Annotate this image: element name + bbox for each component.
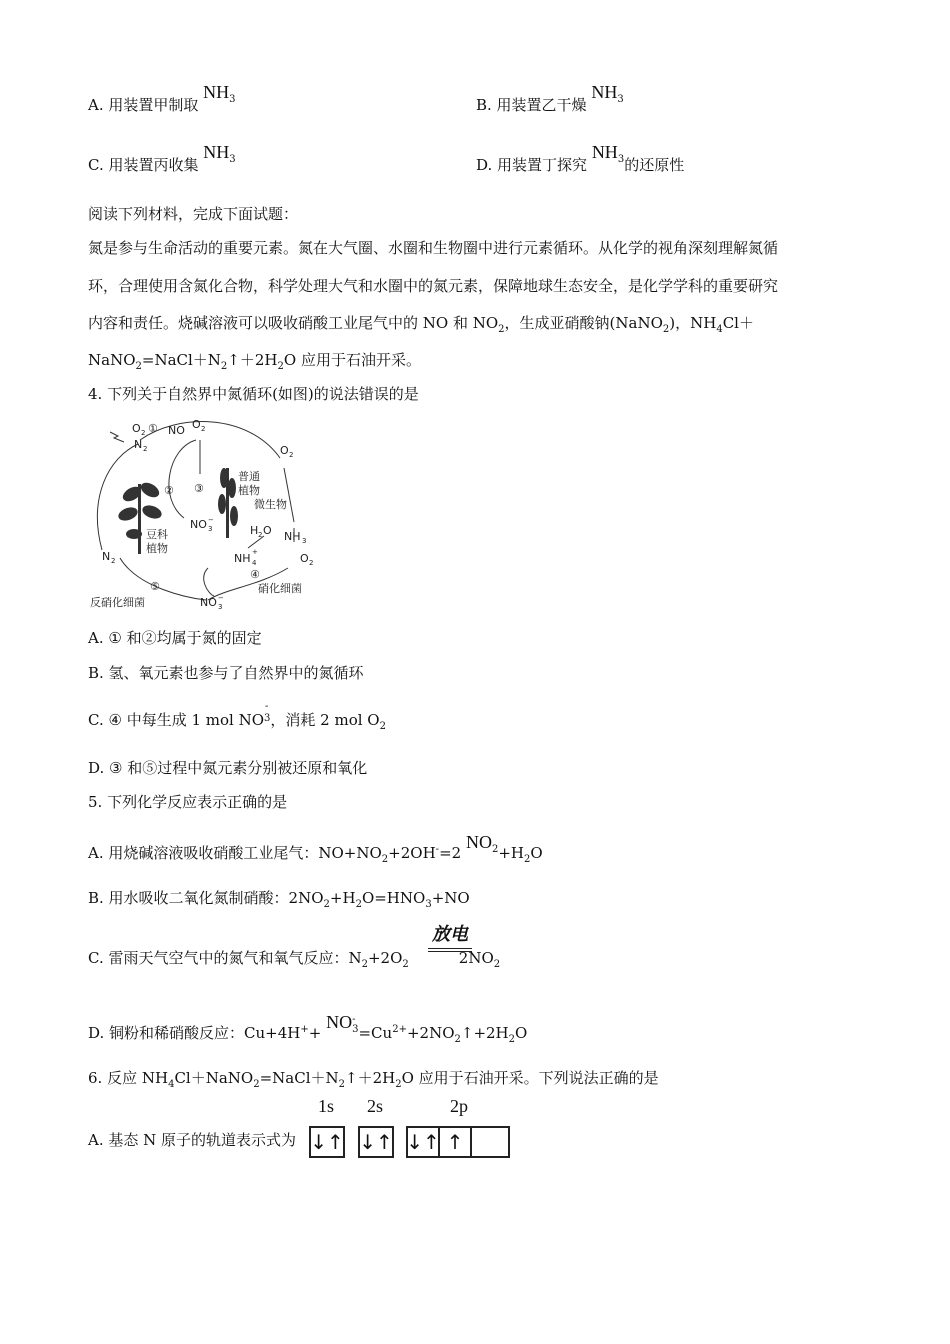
reading-intro: 阅读下列材料，完成下面试题： [88, 205, 299, 223]
label-sub: 2 [111, 557, 116, 565]
label-ordinary-plant: 植物 [238, 484, 260, 497]
text: =NaCl＋N [259, 1069, 339, 1087]
label-sub: 2 [141, 429, 146, 437]
sup: - [352, 1014, 356, 1025]
reading-paragraph-line-4 [88, 350, 421, 377]
label-sup: + [252, 548, 258, 556]
reading-paragraph-line-1: 氮是参与生命活动的重要元素。氮在大气圈、水圈和生物圈中进行元素循环。从化学的视角深刻理解氮循 [88, 239, 779, 257]
sub: 2 [498, 324, 505, 335]
label-microorganism: 微生物 [254, 498, 287, 511]
label-ordinary-plant: 普通 [238, 470, 260, 483]
text: +2NO [406, 1024, 455, 1042]
nh3-formula [203, 82, 235, 110]
formula-sub: 3 [617, 94, 624, 105]
orbital-box-2s [358, 1126, 394, 1158]
sub: 2 [381, 854, 389, 865]
text: +NO [431, 889, 470, 907]
label-sub: 3 [208, 525, 213, 533]
label-sub: 2 [143, 445, 148, 453]
ion-script [264, 701, 271, 729]
label-h2o: O [263, 524, 272, 537]
formula: NH [591, 142, 618, 162]
label-sup: − [208, 516, 214, 524]
text: B. 用水吸收二氧化氮制硝酸：2NO [88, 889, 324, 907]
sup: - [265, 701, 269, 712]
q5-option-c[interactable] [88, 948, 500, 975]
label-nitrifying-bacteria: 硝化细菌 [258, 582, 302, 595]
label-sub: 4 [252, 559, 257, 567]
q6-stem [88, 1068, 659, 1095]
text: D. 铜粉和稀硝酸反应：Cu+4H [88, 1024, 301, 1042]
sup: + [300, 1024, 309, 1035]
text: C. 雷雨天气空气中的氮气和氧气反应：N [88, 949, 362, 967]
text: ，生成亚硝酸钠(NaNO [504, 314, 663, 332]
label-step-4: ④ [250, 568, 260, 581]
orbital-cell-2p-2: ↑ [440, 1128, 472, 1156]
text: +H [498, 844, 524, 862]
arrow-arc-nh4 [204, 568, 214, 596]
text: NaNO [88, 351, 136, 369]
sub: 3 [264, 713, 271, 724]
text: 6. 反应 NH [88, 1069, 169, 1087]
label-step-1: ① [148, 422, 158, 435]
text: ，消耗 2 mol O [270, 711, 380, 729]
reading-paragraph-line-3 [88, 313, 754, 340]
q4-option-c[interactable] [88, 701, 386, 737]
text: 2NO [458, 949, 494, 967]
q3-option-b[interactable] [476, 82, 624, 122]
arrow-arc-bottom [120, 558, 206, 600]
label-sub: 2 [289, 451, 294, 459]
text: Cl＋NaNO [174, 1069, 254, 1087]
sub: 4 [716, 324, 723, 335]
label-sub: 3 [218, 603, 223, 611]
sub: 3 [352, 1024, 359, 1035]
orbital-cell-1s: ↓↑ [310, 1130, 344, 1154]
no3-formula [326, 1012, 358, 1036]
double-bar [428, 948, 472, 952]
text: O [515, 1024, 528, 1042]
orbital-cell-2p-3 [472, 1128, 504, 1156]
reading-paragraph-line-2: 环，合理使用含氮化合物，科学处理大气和水圈中的氮元素，保障地球生态安全，是化学学科的重要研究 [88, 277, 779, 295]
option-text: A. 用装置甲制取 [88, 96, 199, 114]
option-text: D. 用装置丁探究 [476, 156, 588, 174]
option-text: B. 用装置乙干燥 [476, 96, 587, 114]
text: O 应用于石油开采。 [283, 351, 421, 369]
label-nh4: NH [234, 552, 251, 565]
ordinary-plant-icon [218, 468, 238, 538]
label-sub: 2 [201, 425, 206, 433]
text: O=HNO [361, 889, 426, 907]
orbital-box-1s [309, 1126, 345, 1158]
sub: 2 [395, 1079, 402, 1090]
sub: 2 [402, 959, 409, 970]
label-no3-mid: NO [190, 518, 207, 531]
reaction-condition-arrow [428, 920, 472, 952]
text: =2 [439, 844, 462, 862]
text: +2O [367, 949, 403, 967]
text: )，NH [669, 314, 717, 332]
nh3-formula [591, 82, 623, 110]
formula: NO [465, 832, 492, 852]
sup: - [435, 844, 440, 855]
sub: 2 [323, 899, 330, 910]
text: + [308, 1024, 322, 1042]
orbital-box-2p [406, 1126, 510, 1158]
formula-sub: 3 [229, 154, 236, 165]
formula: NO [326, 1012, 353, 1032]
q4-option-a[interactable]: A. ① 和②均属于氮的固定 [88, 629, 262, 647]
label-legume: 植物 [146, 542, 168, 555]
text: +2OH [388, 844, 436, 862]
nh3-formula [203, 142, 235, 170]
sub: 2 [277, 361, 284, 372]
text: O 应用于石油开采。下列说法正确的是 [401, 1069, 659, 1087]
lightning-icon [110, 432, 124, 442]
text: ↑＋2H [227, 351, 278, 369]
formula: NH [203, 82, 230, 102]
formula: NH [203, 142, 230, 162]
label-denitrifying-bacteria: 反硝化细菌 [90, 596, 145, 609]
label-2p: 2p [450, 1096, 468, 1116]
q6-option-a[interactable]: A. 基态 N 原子的轨道表示式为 [88, 1131, 297, 1149]
text: ↑+2H [460, 1024, 509, 1042]
q5-option-d[interactable] [88, 1012, 528, 1050]
no2-formula [466, 832, 498, 860]
q5-stem: 5. 下列化学反应表示正确的是 [88, 793, 288, 811]
formula: NH [591, 82, 618, 102]
q3-option-d[interactable] [476, 142, 685, 182]
q4-option-d[interactable]: D. ③ 和⑤过程中氮元素分别被还原和氧化 [88, 759, 368, 777]
text: C. ④ 中每生成 1 mol NO [88, 711, 265, 729]
q4-option-b[interactable]: B. 氢、氧元素也参与了自然界中的氮循环 [88, 664, 364, 682]
label-sup: − [218, 594, 224, 602]
arrow-arc-3 [169, 440, 196, 518]
orbital-cell-2s: ↓↑ [359, 1130, 393, 1154]
sub: 2 [220, 361, 228, 372]
arrow-arc-top [140, 422, 280, 458]
sub: 2 [524, 854, 531, 865]
label-no: NO [168, 424, 185, 437]
text: O [530, 844, 543, 862]
sub: 4 [168, 1079, 175, 1090]
formula-sub: 3 [617, 154, 625, 165]
condition-label: 放电 [432, 924, 468, 945]
label-1s: 1s [318, 1096, 335, 1116]
sub: 2 [662, 324, 670, 335]
option-tail: 的还原性 [624, 156, 685, 174]
text: Cl＋ [722, 314, 754, 332]
sup: 2+ [392, 1024, 407, 1035]
text: 内容和责任。烧碱溶液可以吸收硝酸工业尾气中的 NO 和 NO [88, 314, 499, 332]
nitrogen-cycle-figure [88, 418, 328, 616]
q5-option-b[interactable] [88, 888, 470, 915]
label-o2-right: O [280, 444, 289, 457]
sub: 2 [361, 959, 368, 970]
label-o2-low: O [300, 552, 309, 565]
q3-option-c[interactable] [88, 142, 236, 182]
ion-script [352, 1014, 359, 1035]
sub: 2 [355, 899, 362, 910]
label-sub: 2 [309, 559, 314, 567]
sub: 2 [253, 1079, 260, 1090]
text: +H [329, 889, 356, 907]
q3-option-a[interactable] [88, 82, 236, 122]
text: ↑＋2H [345, 1069, 396, 1087]
label-step-2: ② [164, 484, 174, 497]
nh3-formula [592, 142, 624, 170]
text: =NaCl＋N [141, 351, 221, 369]
text: =Cu [358, 1024, 393, 1042]
label-step-3: ③ [194, 482, 204, 495]
label-nh3: NH [284, 530, 301, 543]
sub: 2 [135, 361, 142, 372]
sub: 2 [508, 1034, 516, 1045]
text: A. 用烧碱溶液吸收硝酸工业尾气：NO+NO [88, 844, 382, 862]
orbital-cell-2p-1: ↓↑ [406, 1130, 440, 1154]
sub: 2 [454, 1034, 461, 1045]
q4-stem: 4. 下列关于自然界中氮循环(如图)的说法错误的是 [88, 385, 419, 403]
label-o2-top: O [192, 418, 201, 431]
q5-option-a[interactable] [88, 832, 543, 870]
arrow-o2-right [284, 468, 294, 522]
label-legume: 豆科 [146, 528, 168, 541]
label-o2: O [132, 422, 141, 435]
label-2s: 2s [367, 1096, 384, 1116]
sub: 2 [379, 721, 386, 732]
sub: 2 [338, 1079, 345, 1090]
label-n2-top: N [134, 438, 143, 451]
label-no3-bottom: NO [200, 596, 217, 609]
sub: 2 [491, 844, 499, 855]
formula-sub: 3 [229, 94, 236, 105]
label-sub: 3 [302, 537, 307, 545]
sub: 3 [425, 899, 432, 910]
option-text: C. 用装置丙收集 [88, 156, 199, 174]
label-n2-left: N [102, 550, 111, 563]
sub: 2 [493, 959, 501, 970]
label-step-5: ⑤ [150, 580, 160, 593]
label-sub: 2 [258, 531, 263, 539]
label-h2o: H [250, 524, 259, 537]
